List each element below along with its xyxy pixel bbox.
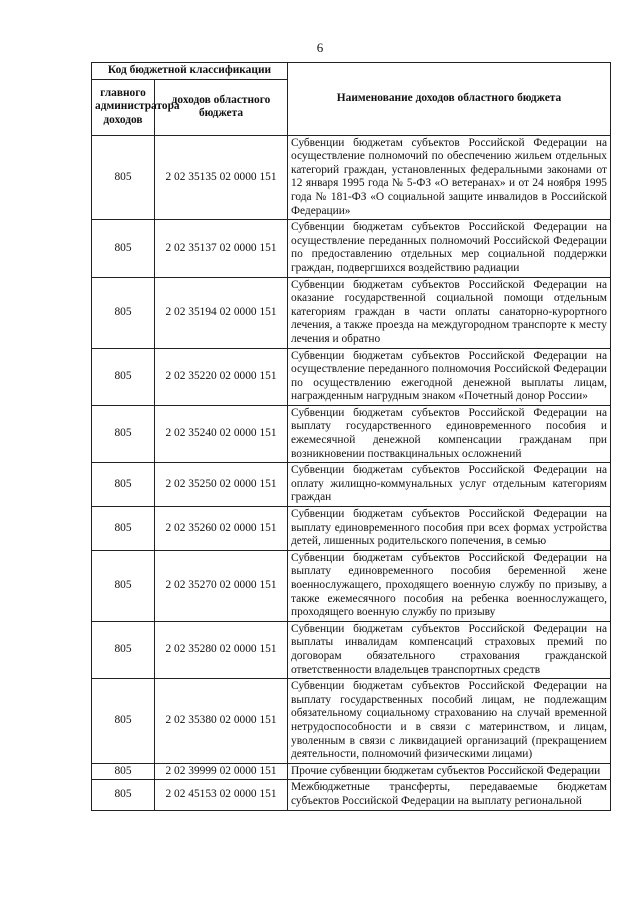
table-row xyxy=(92,679,611,764)
table-row xyxy=(92,405,611,462)
revenue-name-cell: Субвенции бюджетам субъектов Российской Федерации на оказание государственной социальной помощи отдельным категориям граждан в части оплаты санаторно-курортного лечения, а также проезда на междугородном транспорте к месту лечения и обратно xyxy=(288,277,611,348)
admin-code-cell: 805 xyxy=(92,763,155,780)
admin-code-cell: 805 xyxy=(92,463,155,507)
page-number: 6 xyxy=(316,40,324,55)
admin-code-cell: 805 xyxy=(92,507,155,551)
revenue-code-cell: 2 02 35260 02 0000 151 xyxy=(155,507,288,551)
revenue-name-cell: Субвенции бюджетам субъектов Российской Федерации на выплату единовременного пособия беременной жене военнослужащего, проходящего военную службу по призыву, а также ежемесячного пособия на ребенка военнослужащего, проходящего военную службу по призыву xyxy=(288,550,611,621)
revenue-code-cell: 2 02 35135 02 0000 151 xyxy=(155,135,288,220)
table-row xyxy=(92,507,611,551)
budget-classification-table xyxy=(91,62,611,811)
admin-code-cell: 805 xyxy=(92,550,155,621)
revenue-name-cell: Субвенции бюджетам субъектов Российской Федерации на оплату жилищно-коммунальных услуг отдельным категориям граждан xyxy=(288,463,611,507)
table-row xyxy=(92,220,611,277)
table-row xyxy=(92,135,611,220)
revenue-code-cell: 2 02 35280 02 0000 151 xyxy=(155,621,288,678)
revenue-code-cell: 2 02 35250 02 0000 151 xyxy=(155,463,288,507)
revenue-name-cell: Прочие субвенции бюджетам субъектов Российской Федерации xyxy=(288,763,611,780)
admin-code-cell: 805 xyxy=(92,621,155,678)
table-row xyxy=(92,550,611,621)
admin-code-cell: 805 xyxy=(92,135,155,220)
revenue-name-cell: Межбюджетные трансферты, передаваемые бюджетам субъектов Российской Федерации на выплату региональной xyxy=(288,780,611,810)
revenue-code-cell: 2 02 35380 02 0000 151 xyxy=(155,679,288,764)
table-row xyxy=(92,621,611,678)
admin-code-cell: 805 xyxy=(92,780,155,810)
revenue-code-cell: 2 02 35270 02 0000 151 xyxy=(155,550,288,621)
revenue-name-cell: Субвенции бюджетам субъектов Российской Федерации на осуществление переданных полномочий Российской Федерации по предоставлению отдельных мер социальной поддержки граждан, подвергшихся воздействию радиации xyxy=(288,220,611,277)
revenue-name-cell: Субвенции бюджетам субъектов Российской Федерации на выплату государственного единовременного пособия и ежемесячной денежной компенсации гражданам при возникновении поствакцинальных осложнений xyxy=(288,405,611,462)
name-column-header: Наименование доходов областного бюджета xyxy=(288,63,611,136)
revenue-name-cell: Субвенции бюджетам субъектов Российской Федерации на выплату единовременного пособия при всех формах устройства детей, лишенных родительского попечения, в семью xyxy=(288,507,611,551)
table-row xyxy=(92,277,611,348)
revenue-name-cell: Субвенции бюджетам субъектов Российской Федерации на выплаты инвалидам компенсаций страховых премий по договорам обязательного страхования гражданской ответственности владельцев транспортных средств xyxy=(288,621,611,678)
table-row xyxy=(92,463,611,507)
revenue-name-cell: Субвенции бюджетам субъектов Российской Федерации на осуществление переданного полномочия Российской Федерации по осуществлению ежегодной денежной выплаты лицам, награжденным нагрудным знаком «Почетный донор России» xyxy=(288,348,611,405)
revenue-name-cell: Субвенции бюджетам субъектов Российской Федерации на осуществление полномочий по обеспечению жильем отдельных категорий граждан, установленных федеральными законами от 12 января 1995 года № 5-ФЗ «О ветеранах» и от 24 ноября 1995 года № 181-ФЗ «О социальной защите инвалидов в Российской Федерации» xyxy=(288,135,611,220)
admin-code-cell: 805 xyxy=(92,277,155,348)
admin-code-cell: 805 xyxy=(92,679,155,764)
code-column-header: доходов областного бюджета xyxy=(155,79,288,135)
budget-code-group-header: Код бюджетной классификации xyxy=(92,63,288,80)
revenue-name-cell: Субвенции бюджетам субъектов Российской Федерации на выплату государственных пособий лицам, не подлежащим обязательному социальному страхованию на случай временной нетрудоспособности и в связи с материнством, и лицам, уволенным в связи с ликвидацией организаций (прекращением деятельности, полномочий физическими лицами) xyxy=(288,679,611,764)
table-row xyxy=(92,348,611,405)
revenue-code-cell: 2 02 35220 02 0000 151 xyxy=(155,348,288,405)
admin-code-cell: 805 xyxy=(92,220,155,277)
revenue-code-cell: 2 02 39999 02 0000 151 xyxy=(155,763,288,780)
revenue-code-cell: 2 02 45153 02 0000 151 xyxy=(155,780,288,810)
admin-code-cell: 805 xyxy=(92,405,155,462)
table-row xyxy=(92,780,611,810)
revenue-code-cell: 2 02 35194 02 0000 151 xyxy=(155,277,288,348)
revenue-code-cell: 2 02 35137 02 0000 151 xyxy=(155,220,288,277)
admin-column-header: главного администратора доходов xyxy=(92,79,155,135)
revenue-code-cell: 2 02 35240 02 0000 151 xyxy=(155,405,288,462)
admin-code-cell: 805 xyxy=(92,348,155,405)
table-row xyxy=(92,763,611,780)
